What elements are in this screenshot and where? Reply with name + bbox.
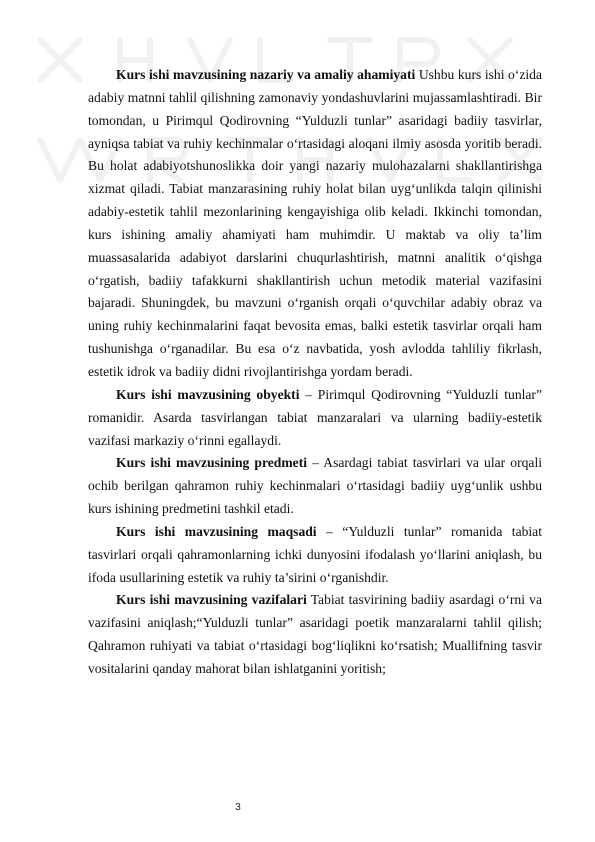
paragraph-goal — [88, 521, 542, 590]
paragraph-text: Tabiat tasvirining badiiy asardagi o‘rni va vazifasini aniqlash;“Yulduzli tunlar” asaridagi poetik manzaralarni tahlil qilish; Qahramon ruhiyati va tabiat o‘rtasidagi bog‘liqlikni ko‘rsatish; Muallifning tasvir vositalarini qanday mahorat bilan ishlatganini yoritish; — [88, 592, 542, 676]
paragraph-text: – “Yulduzli tunlar” romanida tabiat tasvirlari orqali qahramonlarning ichki dunyosini ifodalash yo‘llarini aniqlash, bu ifoda usullarining estetik va ruhiy ta’sirini o‘rganishdir. — [88, 523, 542, 585]
paragraph-heading: Kurs ishi mavzusining predmeti — [116, 455, 308, 471]
paragraph-heading: Kurs ishi mavzusining maqsadi — [116, 523, 317, 539]
paragraph-significance — [88, 64, 542, 384]
paragraph-text: – Asardagi tabiat tasvirlari va ular orqali ochib berilgan qahramon ruhiy kechinmalari o‘rtasidagi badiiy uyg‘unlik ushbu kurs ishining predmetini tashkil etadi. — [88, 455, 542, 517]
paragraph-object — [88, 384, 542, 453]
paragraph-subject — [88, 452, 542, 521]
paragraph-text: Ushbu kurs ishi o‘zida adabiy matnni tahlil qilishning zamonaviy yondashuvlarini mujassamlashtiradi. Bir tomondan, u Pirimqul Qodirovning “Yulduzli tunlar” asaridagi badiiy tasvirlar, ayniqsa tabiat va ruhiy kechinmalar o‘rtasidagi aloqani ilmiy asosda yoritib beradi. Bu holat adabiyotshunoslikka doir yangi nazariy mulohazalarni shakllantirishga xizmat qiladi. Tabiat manzarasining ruhiy holat bilan uyg‘unlikda talqin qilinishi adabiy-estetik tahlil mezonlarining kengayishiga olib keladi. Ikkinchi tomondan, kurs ishining amaliy ahamiyati ham muhimdir. U maktab va oliy ta’lim muassasalarida adabiyot darslarini chuqurlashtirish, matnni analitik o‘qishga o‘rgatish, badiiy tafakkurni shakllantirish uchun metodik material vazifasini bajaradi. Shuningdek, bu mavzuni o‘rganish orqali o‘quvchilar adabiy obraz va uning ruhiy kechinmalarini faqat bevosita emas, balki estetik tasvirlar orqali ham tushunishga o‘rganadilar. Bu esa o‘z navbatida, yosh avlodda tahliliy fikrlash, estetik idrok va badiiy didni rivojlantirishga yordam beradi. — [88, 67, 542, 379]
page-number: 3 — [235, 802, 241, 813]
paragraph-text: – Pirimqul Qodirovning “Yulduzli tunlar” romanidir. Asarda tasvirlangan tabiat manzaralari va ularning badiiy-estetik vazifasi markaziy o‘rinni egallaydi. — [88, 386, 542, 448]
paragraph-heading: Kurs ishi mavzusining vazifalari — [116, 592, 307, 608]
paragraph-heading: Kurs ishi mavzusining nazariy va amaliy ahamiyati — [116, 67, 416, 82]
paragraph-tasks — [88, 589, 542, 680]
document-body — [88, 64, 542, 681]
paragraph-heading: Kurs ishi mavzusining obyekti — [116, 386, 300, 402]
